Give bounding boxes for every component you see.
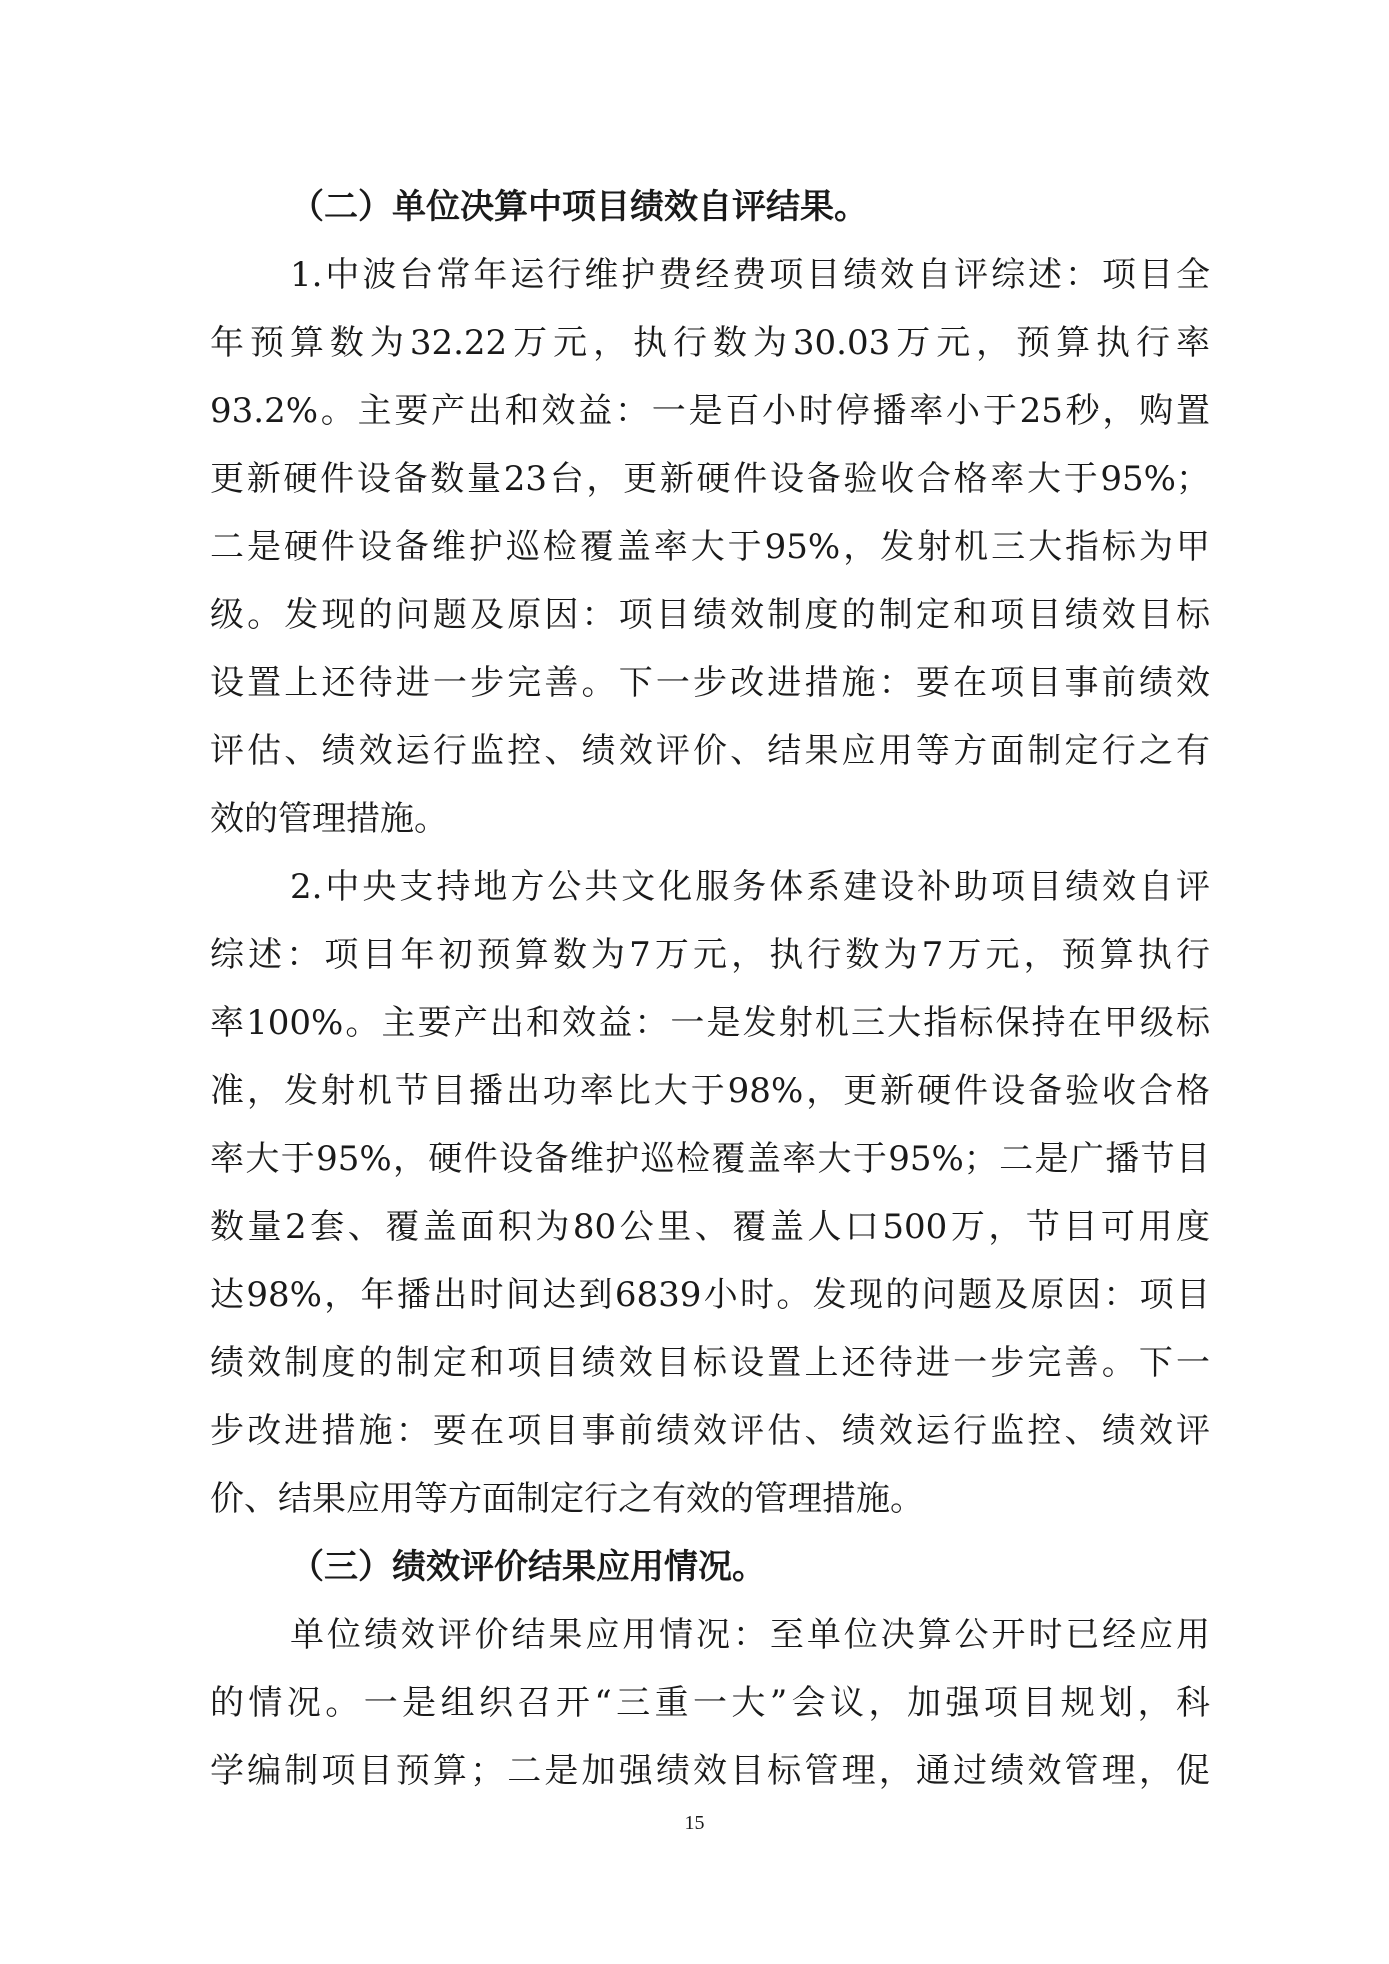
section-heading-3: （三）绩效评价结果应用情况。 (290, 1547, 766, 1587)
paragraph-line: 级。发现的问题及原因：项目绩效制度的制定和项目绩效目标 (210, 595, 1210, 635)
paragraph-line: 综述：项目年初预算数为7万元，执行数为7万元，预算执行 (210, 935, 1210, 975)
paragraph-line: 更新硬件设备数量23台，更新硬件设备验收合格率大于95%； (210, 459, 1210, 499)
paragraph-line: 评估、绩效运行监控、绩效评价、结果应用等方面制定行之有 (210, 731, 1210, 771)
paragraph-item-2 (210, 853, 1210, 1533)
section-heading-2: （二）单位决算中项目绩效自评结果。 (290, 187, 868, 227)
paragraph-line: 的情况。一是组织召开“三重一大”会议，加强项目规划，科 (210, 1683, 1210, 1723)
paragraph-line: 效的管理措施。 (210, 799, 448, 839)
paragraph-line: 1.中波台常年运行维护费经费项目绩效自评综述：项目全 (290, 255, 1210, 295)
paragraph-line: 步改进措施：要在项目事前绩效评估、绩效运行监控、绩效评 (210, 1411, 1210, 1451)
document-body (210, 173, 1210, 1805)
paragraph-line: 学编制项目预算；二是加强绩效目标管理，通过绩效管理，促 (210, 1751, 1210, 1791)
page-number: 15 (684, 1812, 705, 1834)
paragraph-line: 率大于95%，硬件设备维护巡检覆盖率大于95%；二是广播节目 (210, 1139, 1210, 1179)
paragraph-line: 年预算数为32.22万元，执行数为30.03万元，预算执行率 (210, 323, 1210, 363)
paragraph-line: 价、结果应用等方面制定行之有效的管理措施。 (210, 1479, 924, 1519)
paragraph-line: 93.2%。主要产出和效益：一是百小时停播率小于25秒，购置 (210, 391, 1210, 431)
paragraph-line: 绩效制度的制定和项目绩效目标设置上还待进一步完善。下一 (210, 1343, 1210, 1383)
paragraph-line: 单位绩效评价结果应用情况：至单位决算公开时已经应用 (290, 1615, 1210, 1655)
paragraph-item-1 (210, 241, 1210, 853)
paragraph-line: 准，发射机节目播出功率比大于98%，更新硬件设备验收合格 (210, 1071, 1210, 1111)
paragraph-line: 2.中央支持地方公共文化服务体系建设补助项目绩效自评 (290, 867, 1210, 907)
paragraph-item-3 (210, 1601, 1210, 1805)
paragraph-line: 率100%。主要产出和效益：一是发射机三大指标保持在甲级标 (210, 1003, 1210, 1043)
paragraph-line: 达98%，年播出时间达到6839小时。发现的问题及原因：项目 (210, 1275, 1210, 1315)
paragraph-line: 数量2套、覆盖面积为80公里、覆盖人口500万，节目可用度 (210, 1207, 1210, 1247)
paragraph-line: 设置上还待进一步完善。下一步改进措施：要在项目事前绩效 (210, 663, 1210, 703)
paragraph-line: 二是硬件设备维护巡检覆盖率大于95%，发射机三大指标为甲 (210, 527, 1210, 567)
